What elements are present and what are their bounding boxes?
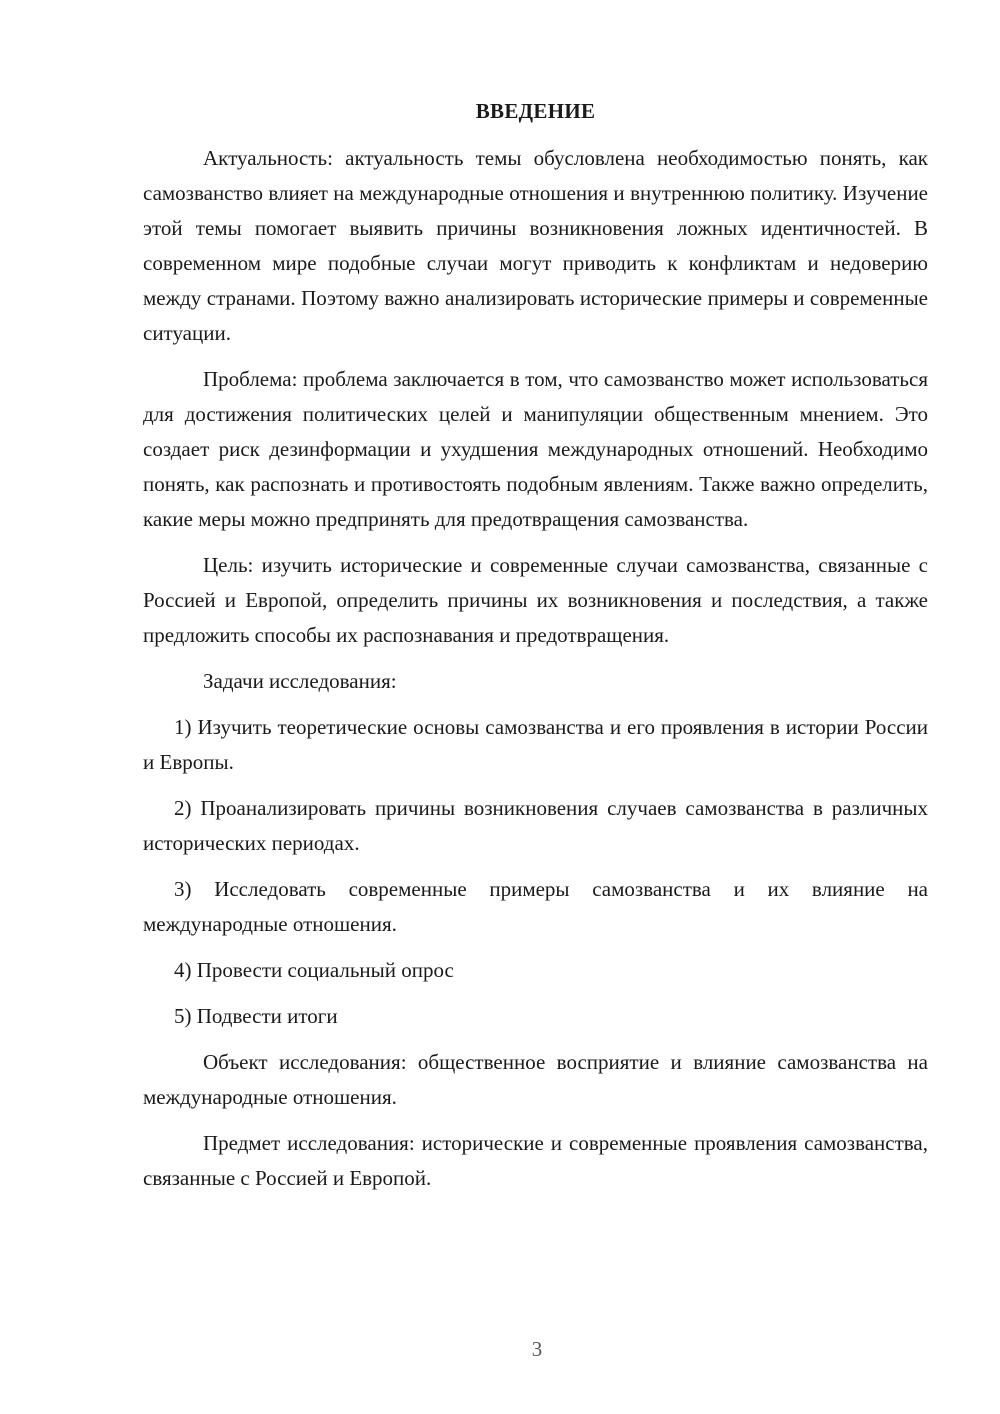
task-item: 2) Проанализировать причины возникновения случаев самозванства в различных исторических периодах. bbox=[143, 796, 928, 855]
paragraph-problem: Проблема: проблема заключается в том, что самозванство может использоваться для достижения политических целей и манипуляции общественным мнением. Это создает риск дезинформации и ухудшения международных отношений. Необходимо понять, как распознать и противостоять подобным явлениям. Также важно определить, какие меры можно предпринять для предотвращения самозванства. bbox=[143, 367, 928, 531]
paragraph-subject: Предмет исследования: исторические и современные проявления самозванства, связанные с Россией и Европой. bbox=[143, 1131, 928, 1190]
tasks-heading: Задачи исследования: bbox=[203, 669, 397, 693]
tasks-list bbox=[143, 710, 928, 1034]
paragraph-relevance: Актуальность: актуальность темы обусловлена необходимостью понять, как самозванство влияет на международные отношения и внутреннюю политику. Изучение этой темы помогает выявить причины возникновения ложных идентичностей. В современном мире подобные случаи могут приводить к конфликтам и недоверию между странами. Поэтому важно анализировать исторические примеры и современные ситуации. bbox=[143, 146, 928, 345]
page-content bbox=[143, 94, 928, 1207]
task-item: 1) Изучить теоретические основы самозванства и его проявления в истории России и Европы. bbox=[143, 715, 928, 774]
task-item: 5) Подвести итоги bbox=[174, 1004, 338, 1028]
task-item: 4) Провести социальный опрос bbox=[174, 958, 454, 982]
task-item: 3) Исследовать современные примеры самозванства и их влияние на международные отношения. bbox=[143, 877, 928, 936]
paragraph-object: Объект исследования: общественное восприятие и влияние самозванства на международные отношения. bbox=[143, 1050, 928, 1109]
page-number: 3 bbox=[531, 1337, 543, 1361]
page-title: ВВЕДЕНИЕ bbox=[475, 99, 596, 123]
paragraph-goal: Цель: изучить исторические и современные случаи самозванства, связанные с Россией и Европой, определить причины их возникновения и последствия, а также предложить способы их распознавания и предотвращения. bbox=[143, 553, 928, 647]
